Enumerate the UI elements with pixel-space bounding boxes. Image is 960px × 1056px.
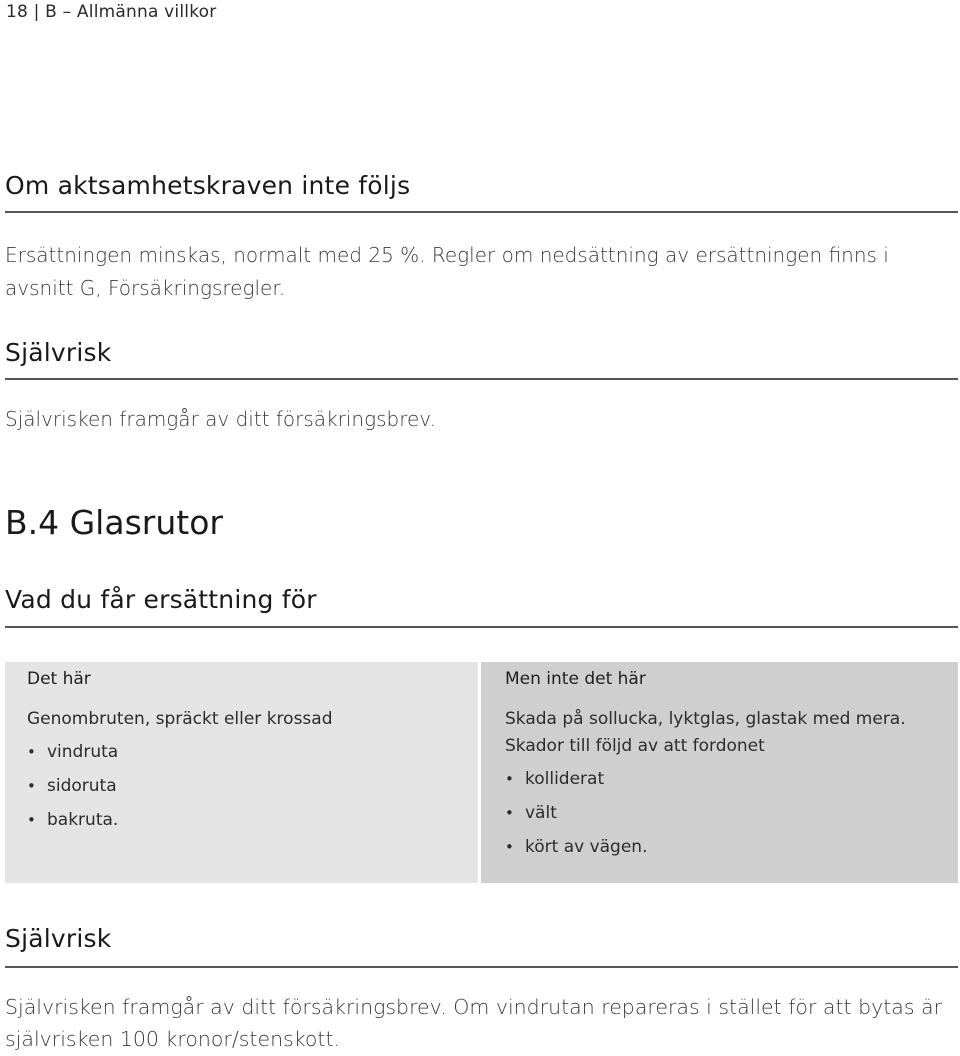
- coverage-heading-rule: [5, 626, 958, 628]
- list-item-label: bakruta.: [47, 810, 119, 830]
- coverage-table: [5, 662, 958, 883]
- excluded-list: [505, 762, 958, 864]
- list-item: [27, 803, 478, 837]
- list-item: [505, 796, 958, 830]
- excluded-line-1: Skada på sollucka, lyktglas, glastak med mera.: [505, 709, 906, 729]
- deductible-2-heading: Självrisk: [5, 924, 112, 953]
- list-item: [505, 830, 958, 864]
- bullet-icon: •: [27, 743, 36, 761]
- excluded-column: [481, 662, 958, 883]
- covered-intro: Genombruten, spräckt eller krossad: [27, 709, 333, 729]
- excluded-line-2: Skador till följd av att fordonet: [505, 736, 765, 756]
- list-item-label: sidoruta: [47, 776, 117, 796]
- bullet-icon: •: [505, 804, 514, 822]
- deductible-2-heading-rule: [5, 966, 958, 968]
- list-item-label: vindruta: [47, 742, 119, 762]
- list-item-label: vält: [525, 803, 557, 823]
- deductible-2-text-line-1: Självrisken framgår av ditt försäkringsbrev. Om vindrutan repareras i stället för att bytas är: [5, 995, 943, 1019]
- deductible-heading: Självrisk: [5, 338, 112, 367]
- negligence-text-line-1: Ersättningen minskas, normalt med 25 %. Regler om nedsättning av ersättningen finns i: [5, 243, 889, 267]
- covered-column-header: Det här: [27, 669, 91, 689]
- negligence-text-line-2: avsnitt G, Försäkringsregler.: [5, 276, 286, 300]
- covered-column: [5, 662, 481, 883]
- list-item-label: kolliderat: [525, 769, 605, 789]
- deductible-heading-rule: [5, 378, 958, 380]
- list-item: [27, 735, 478, 769]
- list-item: [27, 769, 478, 803]
- running-head: 18 | B – Allmänna villkor: [6, 2, 217, 22]
- negligence-heading: Om aktsamhetskraven inte följs: [5, 171, 411, 200]
- deductible-2-text-line-2: självrisken 100 kronor/stenskott.: [5, 1027, 341, 1051]
- coverage-heading: Vad du får ersättning för: [5, 585, 317, 614]
- list-item-label: kört av vägen.: [525, 837, 648, 857]
- bullet-icon: •: [505, 838, 514, 856]
- list-item: [505, 762, 958, 796]
- bullet-icon: •: [27, 777, 36, 795]
- excluded-column-header: Men inte det här: [505, 669, 646, 689]
- bullet-icon: •: [505, 770, 514, 788]
- covered-list: [27, 735, 478, 837]
- chapter-title: B.4 Glasrutor: [5, 503, 223, 542]
- negligence-heading-rule: [5, 211, 958, 213]
- deductible-text: Självrisken framgår av ditt försäkringsbrev.: [5, 407, 436, 431]
- bullet-icon: •: [27, 811, 36, 829]
